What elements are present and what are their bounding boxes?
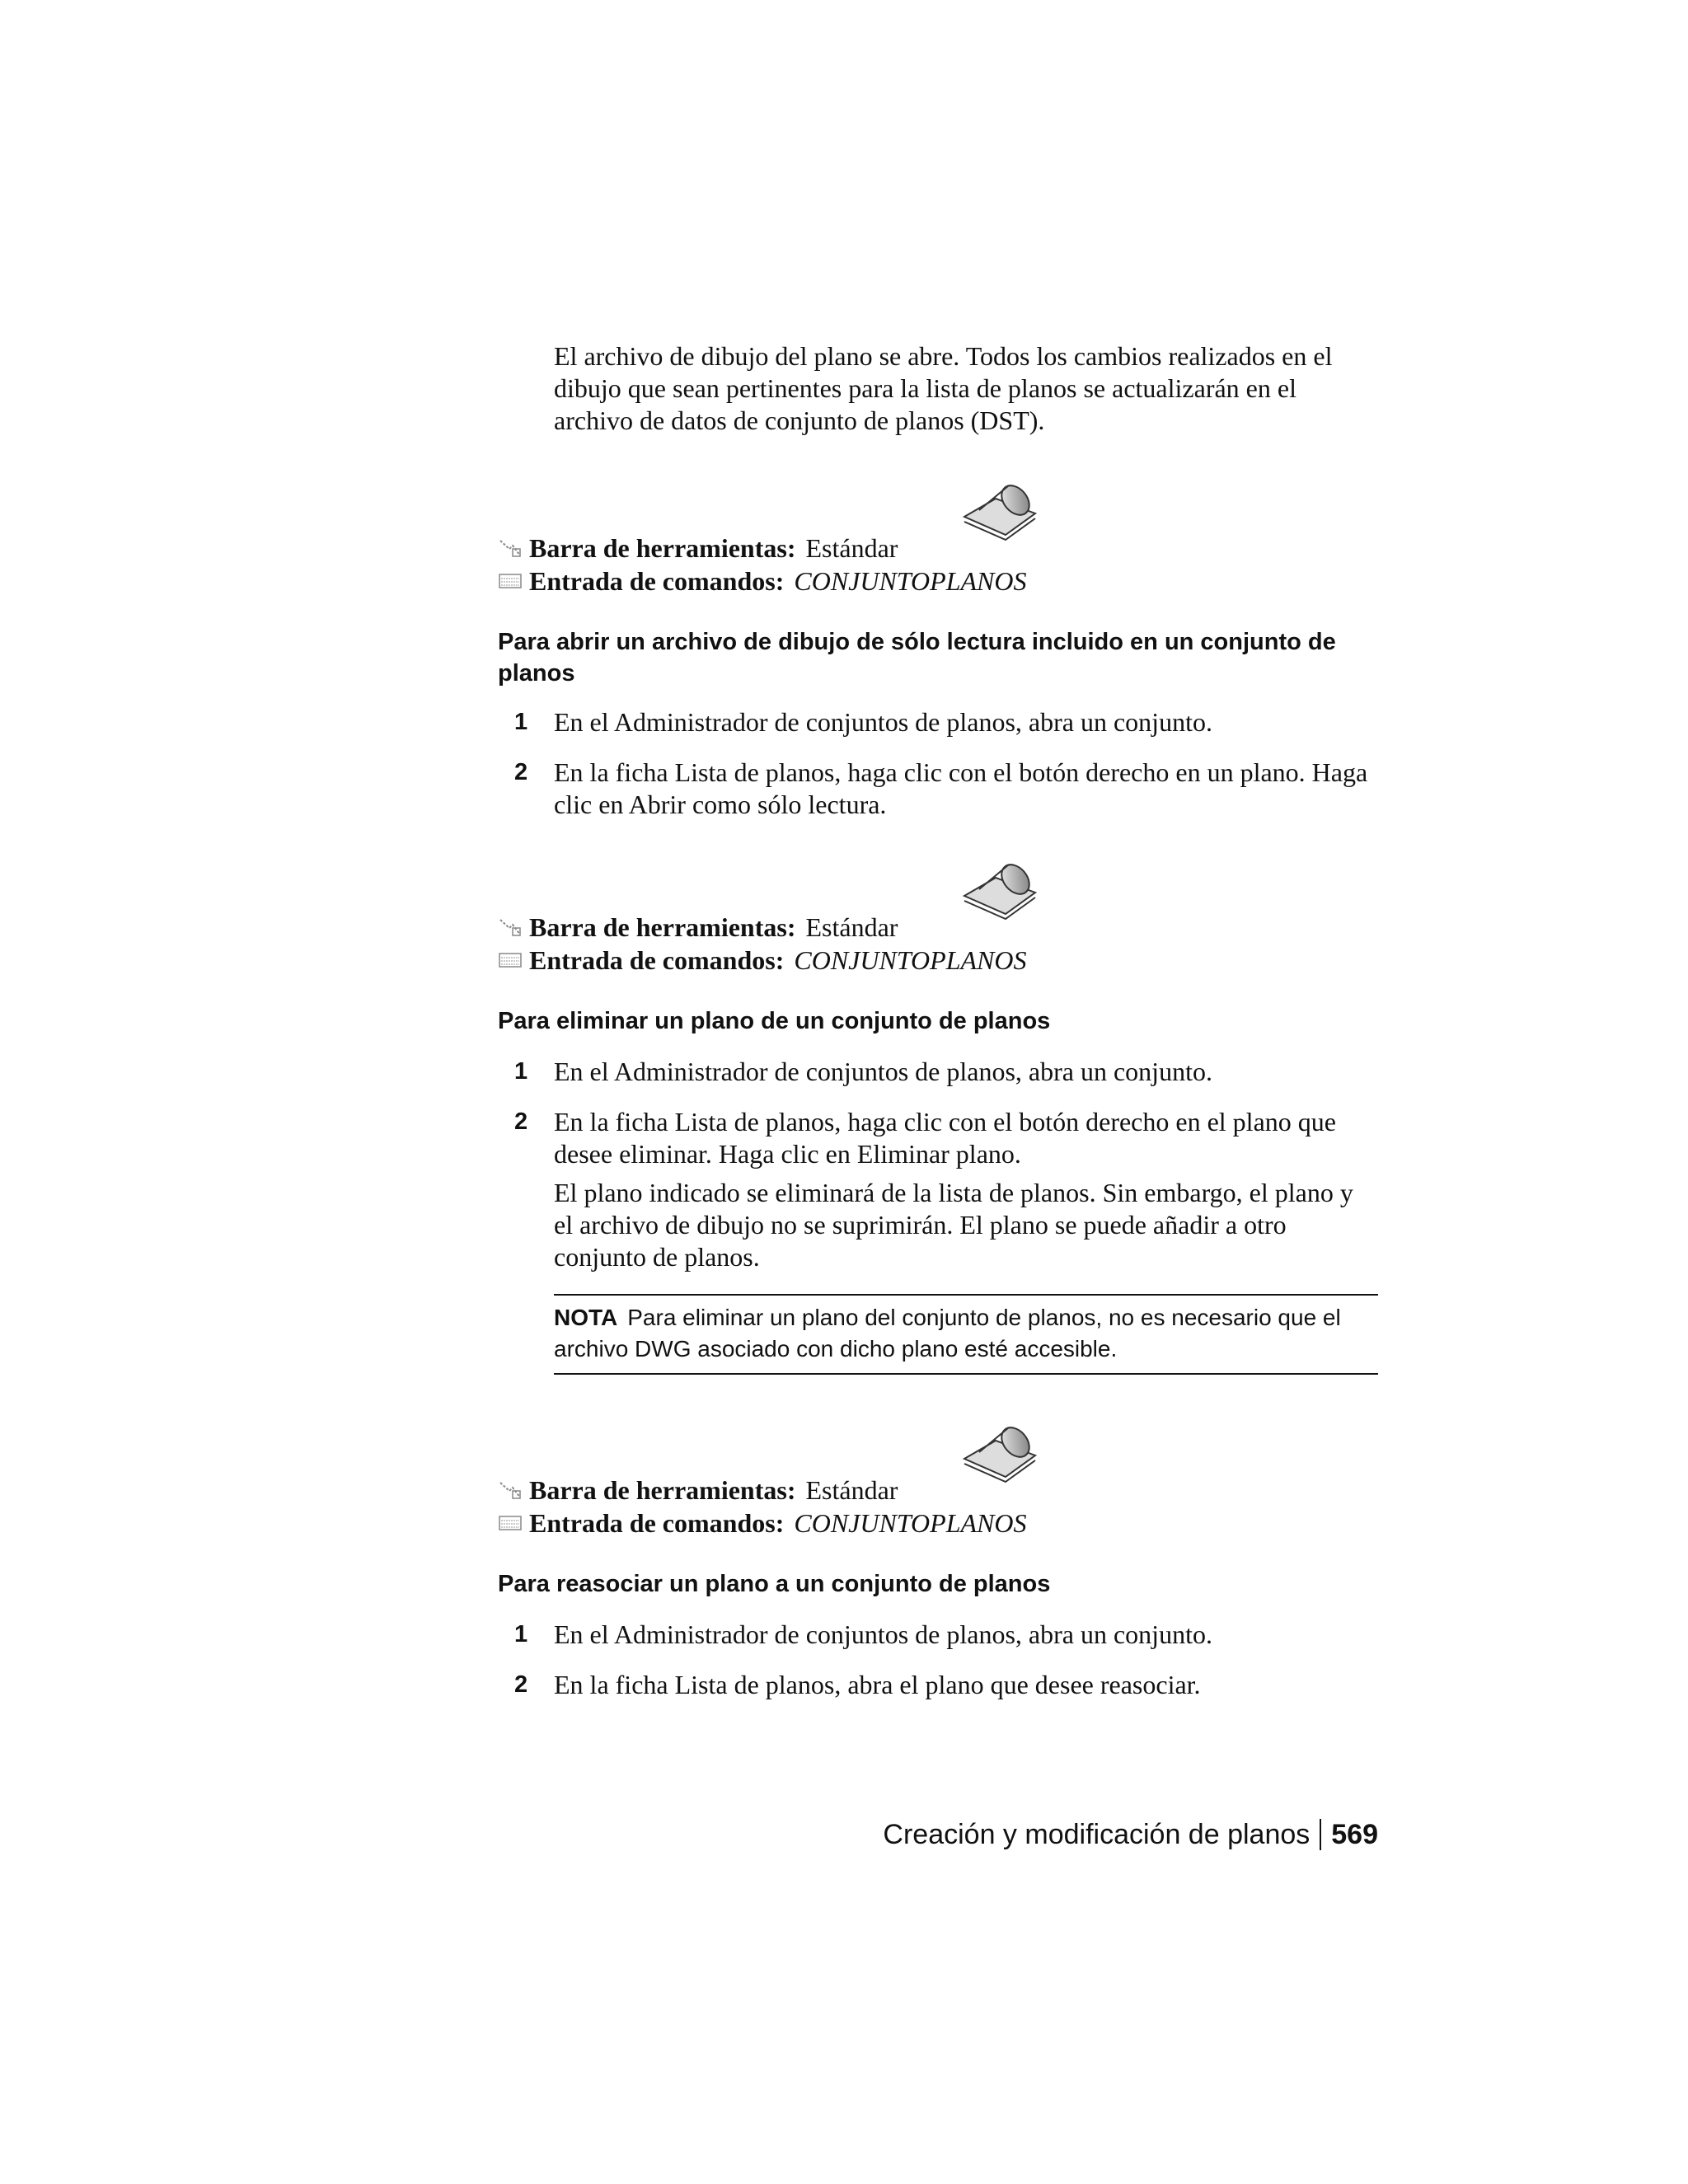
step-text: En la ficha Lista de planos, abra el plano que desee reasociar. (554, 1670, 1201, 1699)
step-text: En la ficha Lista de planos, haga clic con el botón derecho en un plano. Haga clic en Abrir como sólo lectura. (554, 757, 1368, 819)
list-item (498, 757, 1388, 821)
toolbar-icon (498, 1479, 523, 1501)
intro-paragraph: El archivo de dibujo del plano se abre. Todos los cambios realizados en el dibujo que sean pertinentes para la lista de planos se actualizarán en el archivo de datos de conjunto de planos (DST). (554, 341, 1333, 435)
step-text: En la ficha Lista de planos, haga clic con el botón derecho en el plano que desee eliminar. Haga clic en Eliminar plano. (554, 1107, 1336, 1169)
step-number: 1 (514, 1058, 528, 1085)
list-item (498, 1619, 1388, 1651)
note-text: Para eliminar un plano del conjunto de planos, no es necesario que el archivo DWG asociado con dicho plano esté accesible. (554, 1305, 1341, 1361)
keyboard-icon (498, 1512, 523, 1534)
command-value: CONJUNTOPLANOS (794, 1507, 1027, 1538)
step-number: 1 (514, 709, 528, 735)
step-number: 2 (514, 1108, 528, 1135)
note-box (554, 1294, 1378, 1375)
list-item (498, 1056, 1388, 1088)
toolbar-value: Estándar (805, 912, 898, 942)
page-footer (742, 1816, 1378, 1853)
step-number: 2 (514, 759, 528, 785)
step-text: En el Administrador de conjuntos de planos, abra un conjunto. (554, 1057, 1212, 1086)
step-followup-paragraph: El plano indicado se eliminará de la lista de planos. Sin embargo, el plano y el archivo de dibujo no se suprimirán. El plano se puede añadir a otro conjunto de planos. (554, 1178, 1353, 1272)
step-number: 2 (514, 1671, 528, 1698)
toolbar-label: Barra de herramientas: (529, 1474, 796, 1505)
list-item (498, 1669, 1388, 1701)
procedure-heading: Para reasociar un plano a un conjunto de planos (498, 1571, 1051, 1597)
procedure-heading: Para eliminar un plano de un conjunto de planos (498, 1008, 1051, 1034)
step-text: En el Administrador de conjuntos de planos, abra un conjunto. (554, 1619, 1212, 1649)
toolbar-value: Estándar (805, 1474, 898, 1505)
command-label: Entrada de comandos: (529, 944, 785, 975)
command-label: Entrada de comandos: (529, 1507, 785, 1538)
list-item (498, 1106, 1388, 1170)
sheet-set-manager-icon (959, 1422, 1039, 1485)
page-number: 569 (1331, 1819, 1378, 1850)
command-value: CONJUNTOPLANOS (794, 944, 1027, 975)
list-item (498, 706, 1388, 738)
chapter-title: Creación y modificación de planos (883, 1819, 1311, 1850)
toolbar-icon (498, 537, 523, 559)
command-value: CONJUNTOPLANOS (794, 565, 1027, 596)
toolbar-label: Barra de herramientas: (529, 532, 796, 563)
toolbar-icon (498, 916, 523, 938)
note-tag: NOTA (554, 1305, 618, 1330)
access-block (498, 911, 1404, 977)
command-label: Entrada de comandos: (529, 565, 785, 596)
toolbar-value: Estándar (805, 532, 898, 563)
toolbar-label: Barra de herramientas: (529, 912, 796, 942)
footer-divider (1320, 1819, 1321, 1850)
keyboard-icon (498, 570, 523, 592)
access-block (498, 532, 1404, 598)
step-text: En el Administrador de conjuntos de planos, abra un conjunto. (554, 707, 1212, 737)
sheet-set-manager-icon (959, 480, 1039, 543)
step-number: 1 (514, 1621, 528, 1647)
sheet-set-manager-icon (959, 860, 1039, 922)
access-block (498, 1474, 1404, 1540)
procedure-heading: Para abrir un archivo de dibujo de sólo lectura incluido en un conjunto de planos (498, 629, 1336, 687)
keyboard-icon (498, 949, 523, 971)
